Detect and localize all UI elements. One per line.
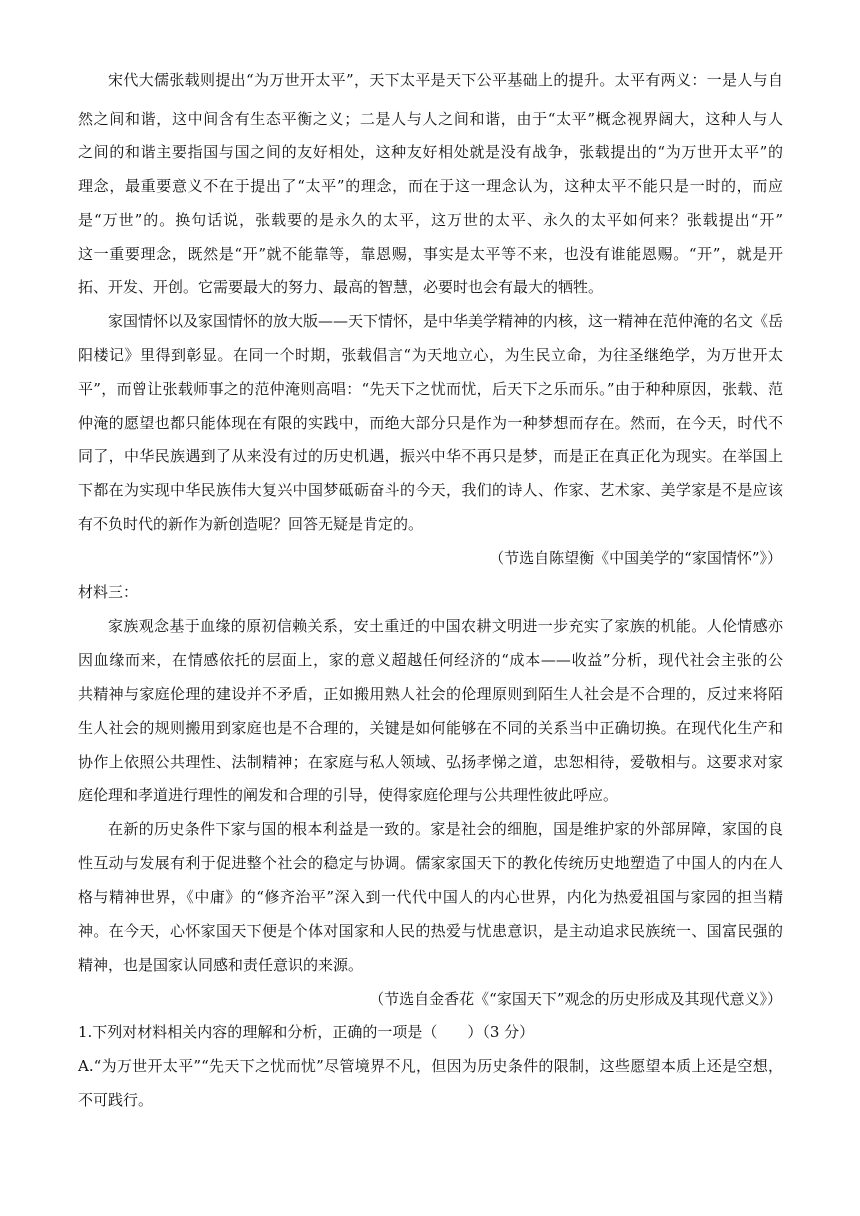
text-line: 共精神与家庭伦理的建设并不矛盾，正如搬用熟人社会的伦理原则到陌生人社会是不合理的，反过来将陌	[78, 685, 783, 703]
text-line: 家国情怀以及家国情怀的放大版——天下情怀，是中华美学精神的内核，这一精神在范仲淹的名文《岳	[108, 312, 784, 330]
text-line: 性互动与发展有利于促进整个社会的稳定与协调。儒家家国天下的教化传统历史地塑造了中国人的内在人	[78, 854, 783, 872]
text-line: 是“万世”的。换句话说，张载要的是永久的太平，这万世的太平、永久的太平如何来？张载提出“开”	[78, 211, 783, 229]
text-line: 下都在为实现中华民族伟大复兴中国梦砥砺奋斗的今天，我们的诗人、作家、艺术家、美学家是不是应该	[78, 481, 783, 499]
text-line: 生人社会的规则搬用到家庭也是不合理的，关键是如何能够在不同的关系当中正确切换。在现代化生产和	[78, 719, 783, 737]
text-line: 有不负时代的新作为新创造呢？回答无疑是肯定的。	[78, 515, 424, 533]
option-a: A.“为万世开太平”“先天下之忧而忧”尽管境界不凡，但因为历史条件的限制，这些愿望本质上还是空想，	[78, 1057, 783, 1075]
text-line: 平”，而曾让张载师事之的范仲淹则高唱：“先天下之忧而忧，后天下之乐而乐。”由于种种原因，张载、范	[78, 380, 783, 398]
text-line: 在新的历史条件下家与国的根本利益是一致的。家是社会的细胞，国是维护家的外部屏障，家国的良	[108, 820, 783, 838]
text-line: 这一重要理念，既然是“开”就不能靠等，靠恩赐，事实是太平等不来，也没有谁能恩赐。“开”，就是开	[78, 245, 783, 263]
text-line: 同了，中华民族遇到了从来没有过的历史机遇，振兴中华不再只是梦，而是正在真正化为现实。在举国上	[78, 447, 783, 465]
source-citation: （节选自金香花《“家国天下”观念的历史形成及其现代意义》）	[369, 990, 782, 1008]
text-line: 因血缘而来，在情感依托的层面上，家的意义超越任何经济的“成本——收益”分析，现代社会主张的公	[78, 651, 783, 669]
text-line: 协作上依照公共理性、法制精神；在家庭与私人领域、弘扬孝悌之道，忠恕相待，爱敬相与。这要求对家	[78, 753, 783, 771]
question-stem: 1.下列对材料相关内容的理解和分析，正确的一项是（ ）（3 分）	[78, 1023, 535, 1041]
text-line: 神。在今天，心怀家国天下便是个体对国家和人民的热爱与忧患意识，是主动追求民族统一、国富民强的	[78, 922, 783, 940]
text-line: 家族观念基于血缘的原初信赖关系，安土重迁的中国农耕文明进一步充实了家族的机能。人伦情感亦	[108, 617, 783, 635]
text-line: 庭伦理和孝道进行理性的阐发和合理的引导，使得家庭伦理与公共理性彼此呼应。	[78, 786, 619, 804]
text-line: 精神，也是国家认同感和责任意识的来源。	[78, 956, 364, 974]
text-line: 拓、开发、开创。它需要最大的努力、最高的智慧，必要时也会有最大的牺牲。	[78, 278, 604, 296]
text-line: 宋代大儒张载则提出“为万世开太平”，天下太平是天下公平基础上的提升。太平有两义：一是人与自	[108, 71, 783, 89]
text-line: 理念，最重要意义不在于提出了“太平”的理念，而在于这一理念认为，这种太平不能只是一时的，而应	[78, 177, 783, 195]
text-line: 仲淹的愿望也都只能体现在有限的实践中，而绝大部分只是作为一种梦想而存在。然而，在今天，时代不	[78, 414, 783, 432]
option-a-continued: 不可践行。	[78, 1091, 154, 1109]
text-line: 之间的和谐主要指国与国之间的友好相处，这种友好相处就是没有战争，张载提出的“为万世开太平”的	[78, 143, 783, 161]
text-line: 格与精神世界，《中庸》的“修齐治平”深入到一代代中国人的内心世界，内化为热爱祖国与家园的担当精	[78, 888, 783, 906]
source-citation: （节选自陈望衡《中国美学的“家国情怀”》）	[489, 549, 782, 567]
text-line: 然之间和谐，这中间含有生态平衡之义；二是人与人之间和谐，由于“太平”概念视界阔大，这种人与人	[78, 110, 783, 128]
section-heading: 材料三：	[78, 583, 139, 601]
text-line: 阳楼记》里得到彰显。在同一个时期，张载倡言“为天地立心，为生民立命，为往圣继绝学，为万世开太	[78, 346, 783, 364]
